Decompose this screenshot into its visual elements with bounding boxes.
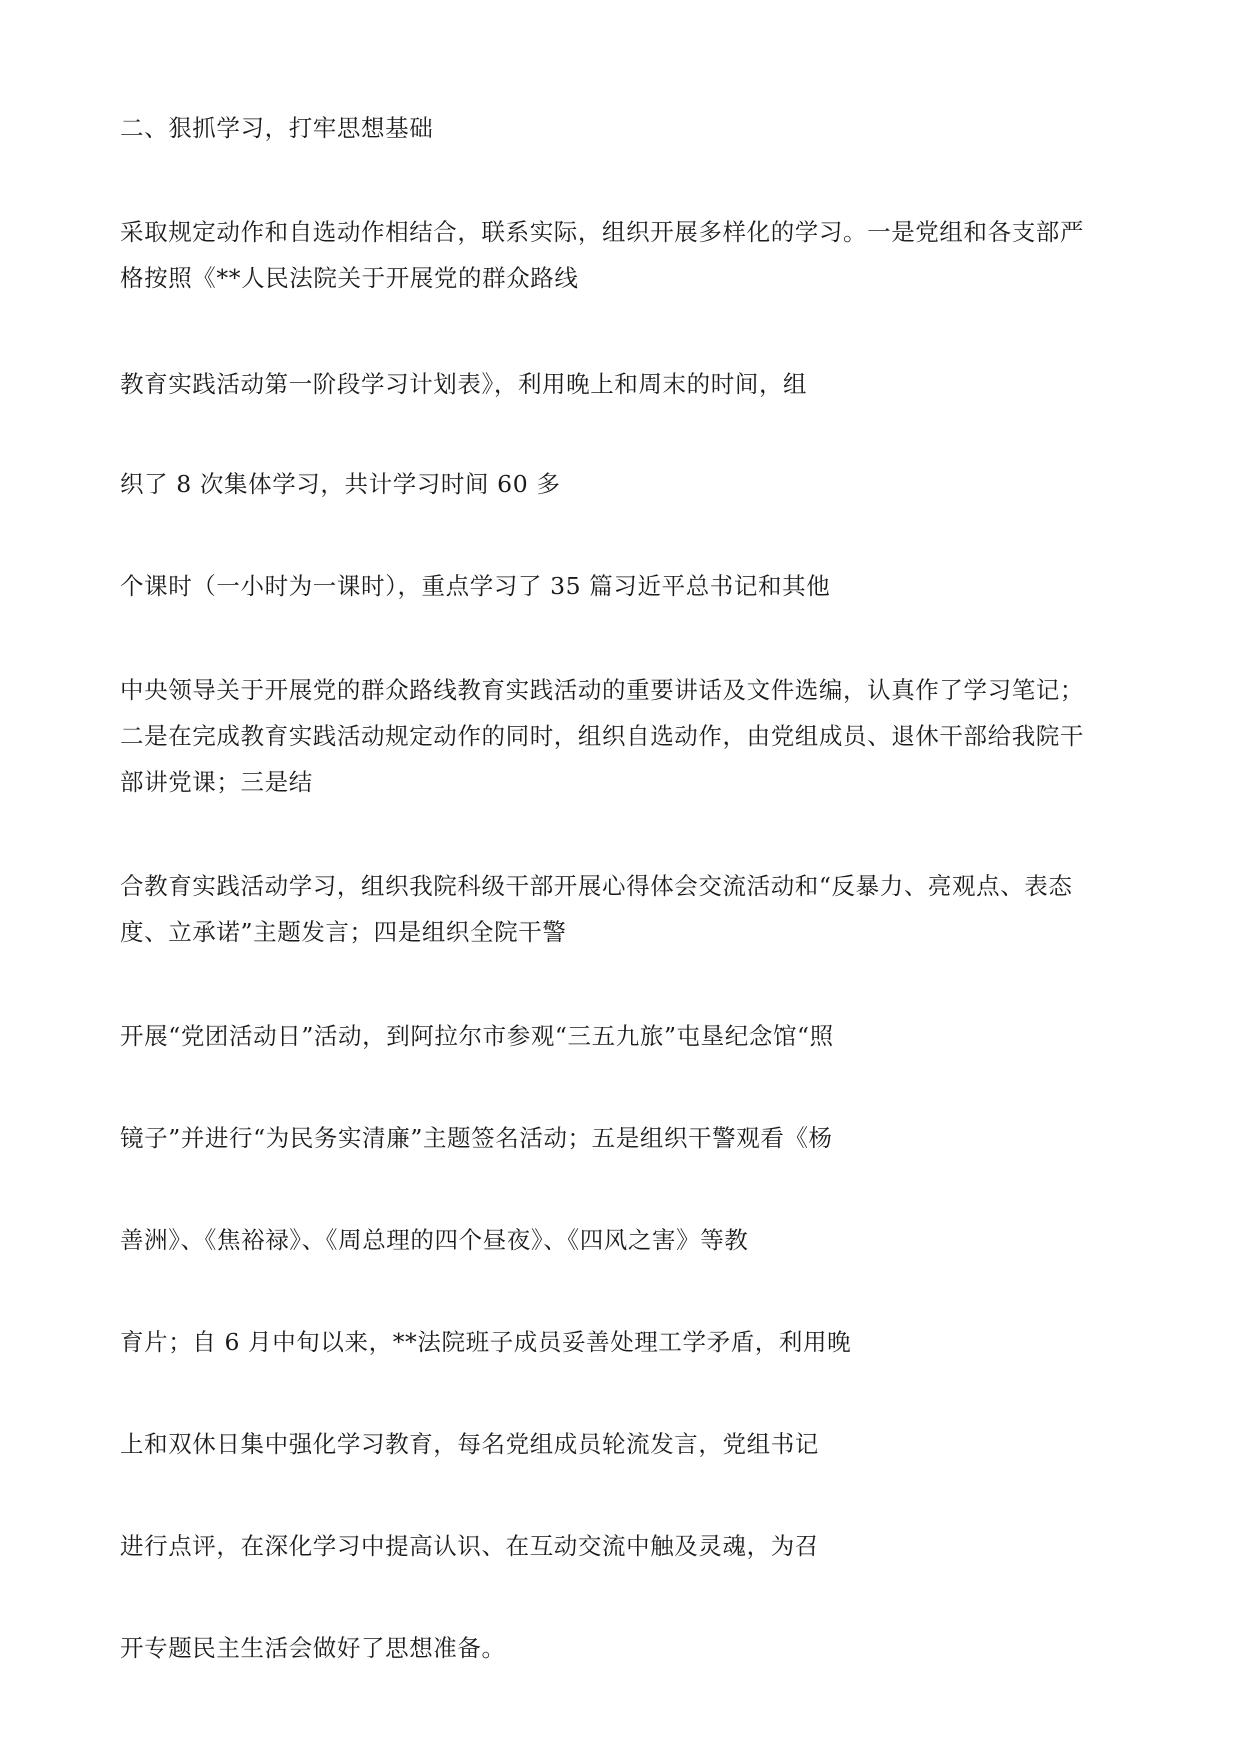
paragraph-line: 开专题民主生活会做好了思想准备。 xyxy=(120,1634,506,1662)
paragraph-line: 中央领导关于开展党的群众路线教育实践活动的重要讲话及文件选编，认真作了学习笔记； xyxy=(120,676,1084,704)
paragraph-line: 进行点评，在深化学习中提高认识、在互动交流中触及灵魂，为召 xyxy=(120,1532,819,1560)
paragraph-line: 格按照《**人民法院关于开展党的群众路线 xyxy=(120,264,579,292)
paragraph-line: 采取规定动作和自选动作相结合，联系实际，组织开展多样化的学习。一是党组和各支部严 xyxy=(120,218,1084,246)
paragraph-line: 教育实践活动第一阶段学习计划表》，利用晚上和周末的时间，组 xyxy=(120,370,808,398)
paragraph-line: 育片；自 6 月中旬以来，**法院班子成员妥善处理工学矛盾，利用晚 xyxy=(120,1328,852,1356)
paragraph-line: 镜子”并进行“为民务实清廉”主题签名活动；五是组织干警观看《杨 xyxy=(120,1124,833,1152)
section-heading: 二、狠抓学习，打牢思想基础 xyxy=(120,114,434,142)
paragraph-line: 个课时（一小时为一课时），重点学习了 35 篇习近平总书记和其他 xyxy=(120,572,831,600)
paragraph-line: 度、立承诺”主题发言；四是组织全院干警 xyxy=(120,918,567,946)
paragraph-line: 善洲》、《焦裕禄》、《周总理的四个昼夜》、《四风之害》等教 xyxy=(120,1226,749,1254)
paragraph-line: 织了 8 次集体学习，共计学习时间 60 多 xyxy=(120,470,561,498)
paragraph-line: 二是在完成教育实践活动规定动作的同时，组织自选动作，由党组成员、退休干部给我院干 xyxy=(120,722,1084,750)
paragraph-line: 上和双休日集中强化学习教育，每名党组成员轮流发言，党组书记 xyxy=(120,1430,819,1458)
paragraph-line: 部讲党课；三是结 xyxy=(120,768,313,796)
paragraph-line: 合教育实践活动学习，组织我院科级干部开展心得体会交流活动和“反暴力、亮观点、表态 xyxy=(120,872,1073,900)
paragraph-line: 开展“党团活动日”活动，到阿拉尔市参观“三五九旅”屯垦纪念馆“照 xyxy=(120,1022,834,1050)
